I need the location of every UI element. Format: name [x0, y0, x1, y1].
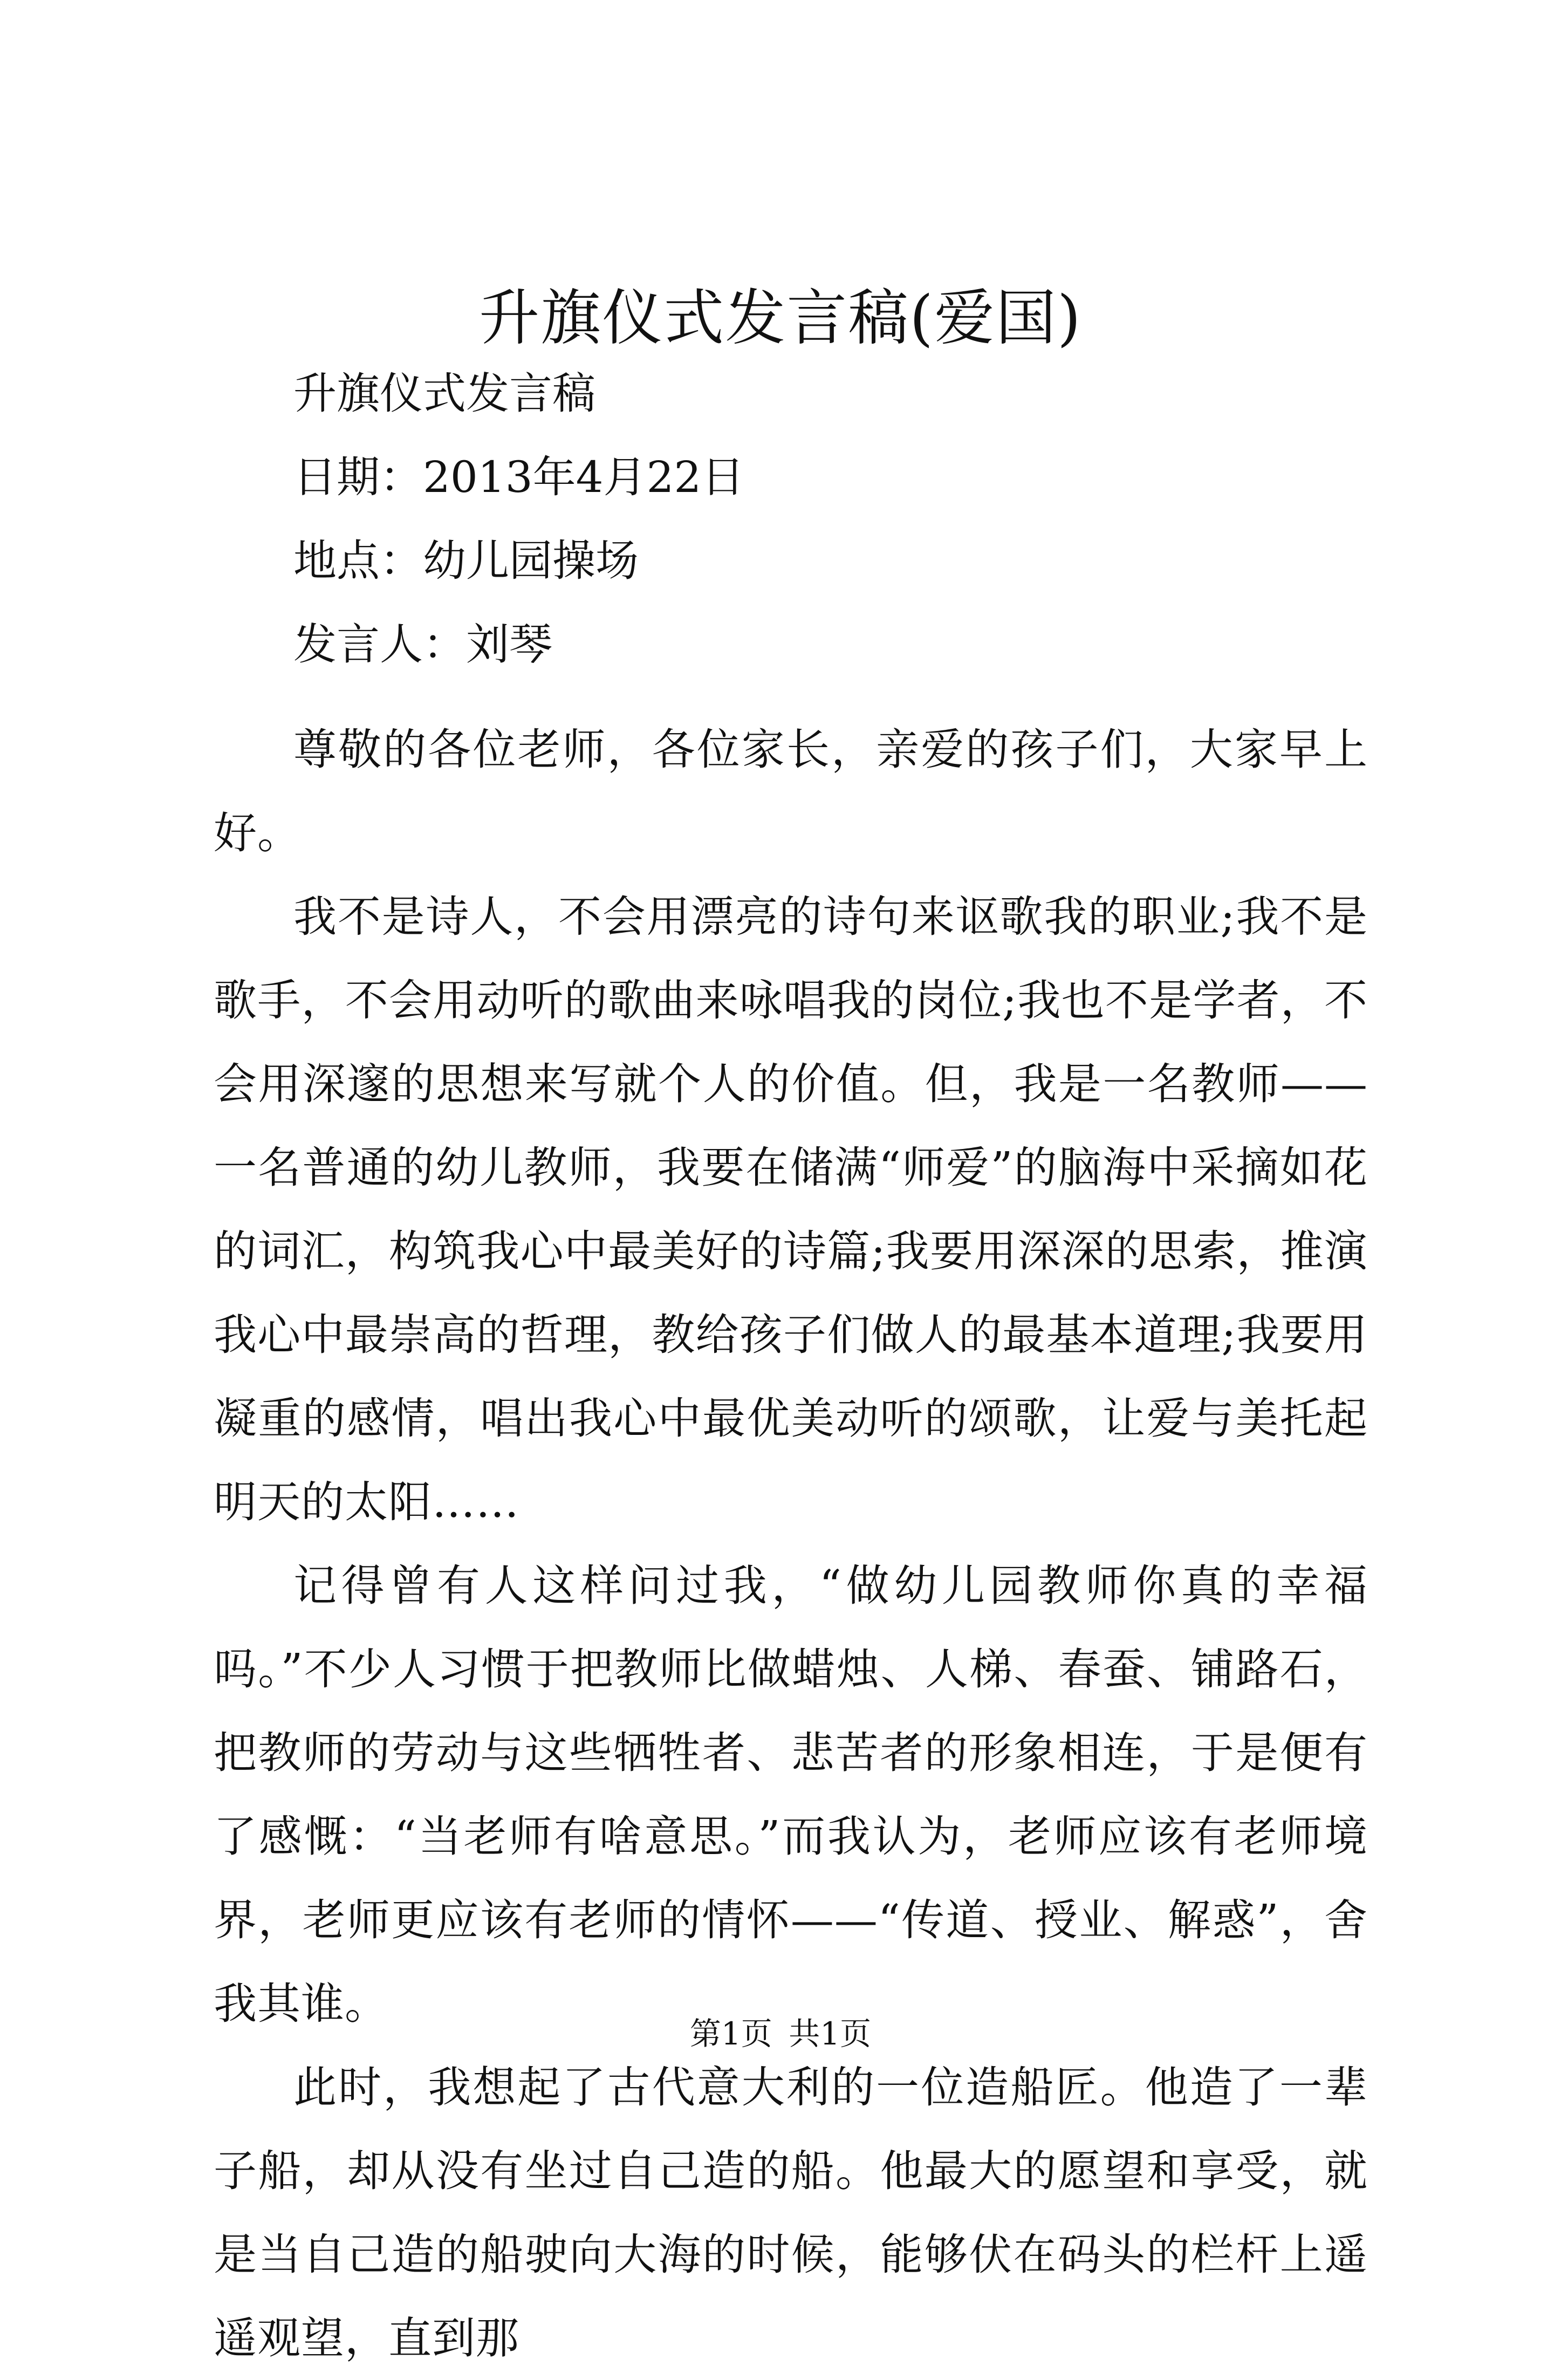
- meta-location: 地点：幼儿园操场: [293, 536, 639, 586]
- paragraph-profession: 我不是诗人，不会用漂亮的诗句来讴歌我的职业;我不是歌手，不会用动听的歌曲来咏唱我的岗位;我也不是学者，不会用深邃的思想来写就个人的价值。但，我是一名教师——一名普通的幼儿教师，我要在储满“师爱”的脑海中采摘如花的词汇，构筑我心中最美好的诗篇;我要用深深的思索，推演我心中最崇高的哲理，教给孩子们做人的最基本道理;我要用凝重的感情，唱出我心中最优美动听的颂歌，让爱与美托起明天的太阳……: [214, 892, 1368, 1527]
- document-title: 升旗仪式发言稿(爱国): [479, 283, 1082, 353]
- page-total: 共1页: [789, 2015, 872, 2052]
- meta-speaker: 发言人：刘琴: [293, 619, 552, 669]
- page-number: 第1页: [689, 2015, 772, 2052]
- page-footer: [0, 2012, 1561, 2055]
- meta-date: 日期：2013年4月22日: [293, 452, 745, 502]
- meta-heading: 升旗仪式发言稿: [293, 368, 595, 419]
- document-body: [214, 368, 1368, 2380]
- paragraph-greeting: 尊敬的各位老师，各位家长，亲爱的孩子们，大家早上好。: [214, 724, 1368, 858]
- paragraph-shipbuilder: 此时，我想起了古代意大利的一位造船匠。他造了一辈子船，却从没有坐过自己造的船。他最大的愿望和享受，就是当自己造的船驶向大海的时候，能够伏在码头的栏杆上遥遥观望，直到那: [214, 2062, 1368, 2363]
- paragraph-happiness: 记得曾有人这样问过我，“做幼儿园教师你真的幸福吗。”不少人习惯于把教师比做蜡烛、人梯、春蚕、铺路石，把教师的劳动与这些牺牲者、悲苦者的形象相连，于是便有了感慨：“当老师有啥意思。”而我认为，老师应该有老师境界，老师更应该有老师的情怀——“传道、授业、解惑”，舍我其谁。: [214, 1561, 1368, 2029]
